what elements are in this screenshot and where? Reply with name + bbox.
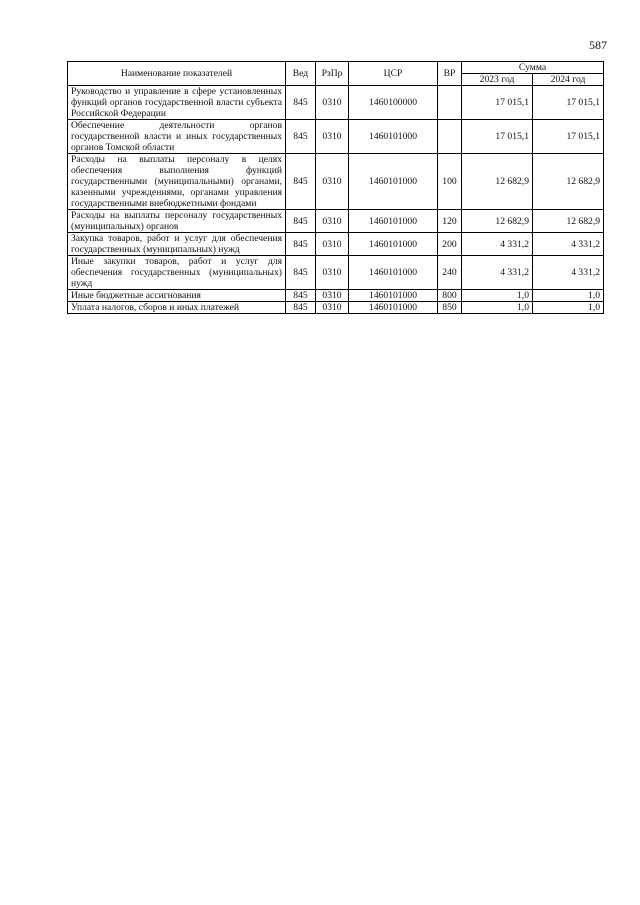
cell-ved: 845 [286,256,316,290]
cell-sum-2024: 17 015,1 [533,86,604,120]
cell-vr: 100 [438,154,462,210]
cell-rzpr: 0310 [316,210,349,233]
cell-csr: 1460101000 [349,210,438,233]
cell-sum-2024: 17 015,1 [533,120,604,154]
cell-csr: 1460101000 [349,120,438,154]
table-row [68,154,604,210]
cell-sum-2023: 1,0 [462,302,533,314]
cell-ved: 845 [286,210,316,233]
header-vr: ВР [438,62,462,86]
cell-sum-2024: 4 331,2 [533,233,604,256]
header-rzpr: РзПр [316,62,349,86]
cell-rzpr: 0310 [316,290,349,302]
table-row [68,210,604,233]
cell-vr [438,120,462,154]
cell-name: Обеспечение деятельности органов государственной власти и иных государственных органов Томской области [68,120,286,154]
table-row [68,256,604,290]
cell-sum-2024: 1,0 [533,302,604,314]
table-row [68,302,604,314]
table-body [68,86,604,314]
cell-sum-2023: 1,0 [462,290,533,302]
cell-csr: 1460101000 [349,233,438,256]
cell-name: Руководство и управление в сфере установленных функций органов государственной власти субъекта Российской Федерации [68,86,286,120]
cell-rzpr: 0310 [316,86,349,120]
cell-sum-2023: 4 331,2 [462,233,533,256]
cell-vr [438,86,462,120]
cell-csr: 1460100000 [349,86,438,120]
header-sum: Сумма [462,62,604,74]
header-name: Наименование показателей [68,62,286,86]
cell-vr: 200 [438,233,462,256]
cell-name: Иные бюджетные ассигнования [68,290,286,302]
budget-table [67,61,604,314]
cell-rzpr: 0310 [316,302,349,314]
cell-ved: 845 [286,302,316,314]
cell-sum-2023: 4 331,2 [462,256,533,290]
cell-sum-2024: 12 682,9 [533,210,604,233]
cell-sum-2024: 4 331,2 [533,256,604,290]
cell-sum-2023: 12 682,9 [462,210,533,233]
header-year-2024: 2024 год [533,74,604,86]
header-year-2023: 2023 год [462,74,533,86]
cell-csr: 1460101000 [349,302,438,314]
cell-sum-2023: 12 682,9 [462,154,533,210]
cell-name: Расходы на выплаты персоналу в целях обеспечения выполнения функций государственными (муниципальными) органами, казенными учреждениями, органами управления государственными внебюджетными фондами [68,154,286,210]
cell-rzpr: 0310 [316,120,349,154]
cell-csr: 1460101000 [349,154,438,210]
header-ved: Вед [286,62,316,86]
table-row [68,233,604,256]
cell-rzpr: 0310 [316,154,349,210]
cell-vr: 850 [438,302,462,314]
cell-sum-2024: 12 682,9 [533,154,604,210]
cell-name: Расходы на выплаты персоналу государственных (муниципальных) органов [68,210,286,233]
cell-rzpr: 0310 [316,256,349,290]
header-csr: ЦСР [349,62,438,86]
cell-vr: 120 [438,210,462,233]
table-row [68,290,604,302]
cell-csr: 1460101000 [349,290,438,302]
cell-ved: 845 [286,233,316,256]
cell-sum-2023: 17 015,1 [462,120,533,154]
cell-ved: 845 [286,120,316,154]
cell-vr: 800 [438,290,462,302]
cell-ved: 845 [286,290,316,302]
page-number: 587 [589,38,607,52]
cell-ved: 845 [286,86,316,120]
cell-name: Закупка товаров, работ и услуг для обеспечения государственных (муниципальных) нужд [68,233,286,256]
cell-ved: 845 [286,154,316,210]
cell-vr: 240 [438,256,462,290]
table-row [68,120,604,154]
cell-name: Иные закупки товаров, работ и услуг для обеспечения государственных (муниципальных) нужд [68,256,286,290]
cell-name: Уплата налогов, сборов и иных платежей [68,302,286,314]
table-row [68,86,604,120]
cell-csr: 1460101000 [349,256,438,290]
cell-sum-2023: 17 015,1 [462,86,533,120]
cell-rzpr: 0310 [316,233,349,256]
cell-sum-2024: 1,0 [533,290,604,302]
